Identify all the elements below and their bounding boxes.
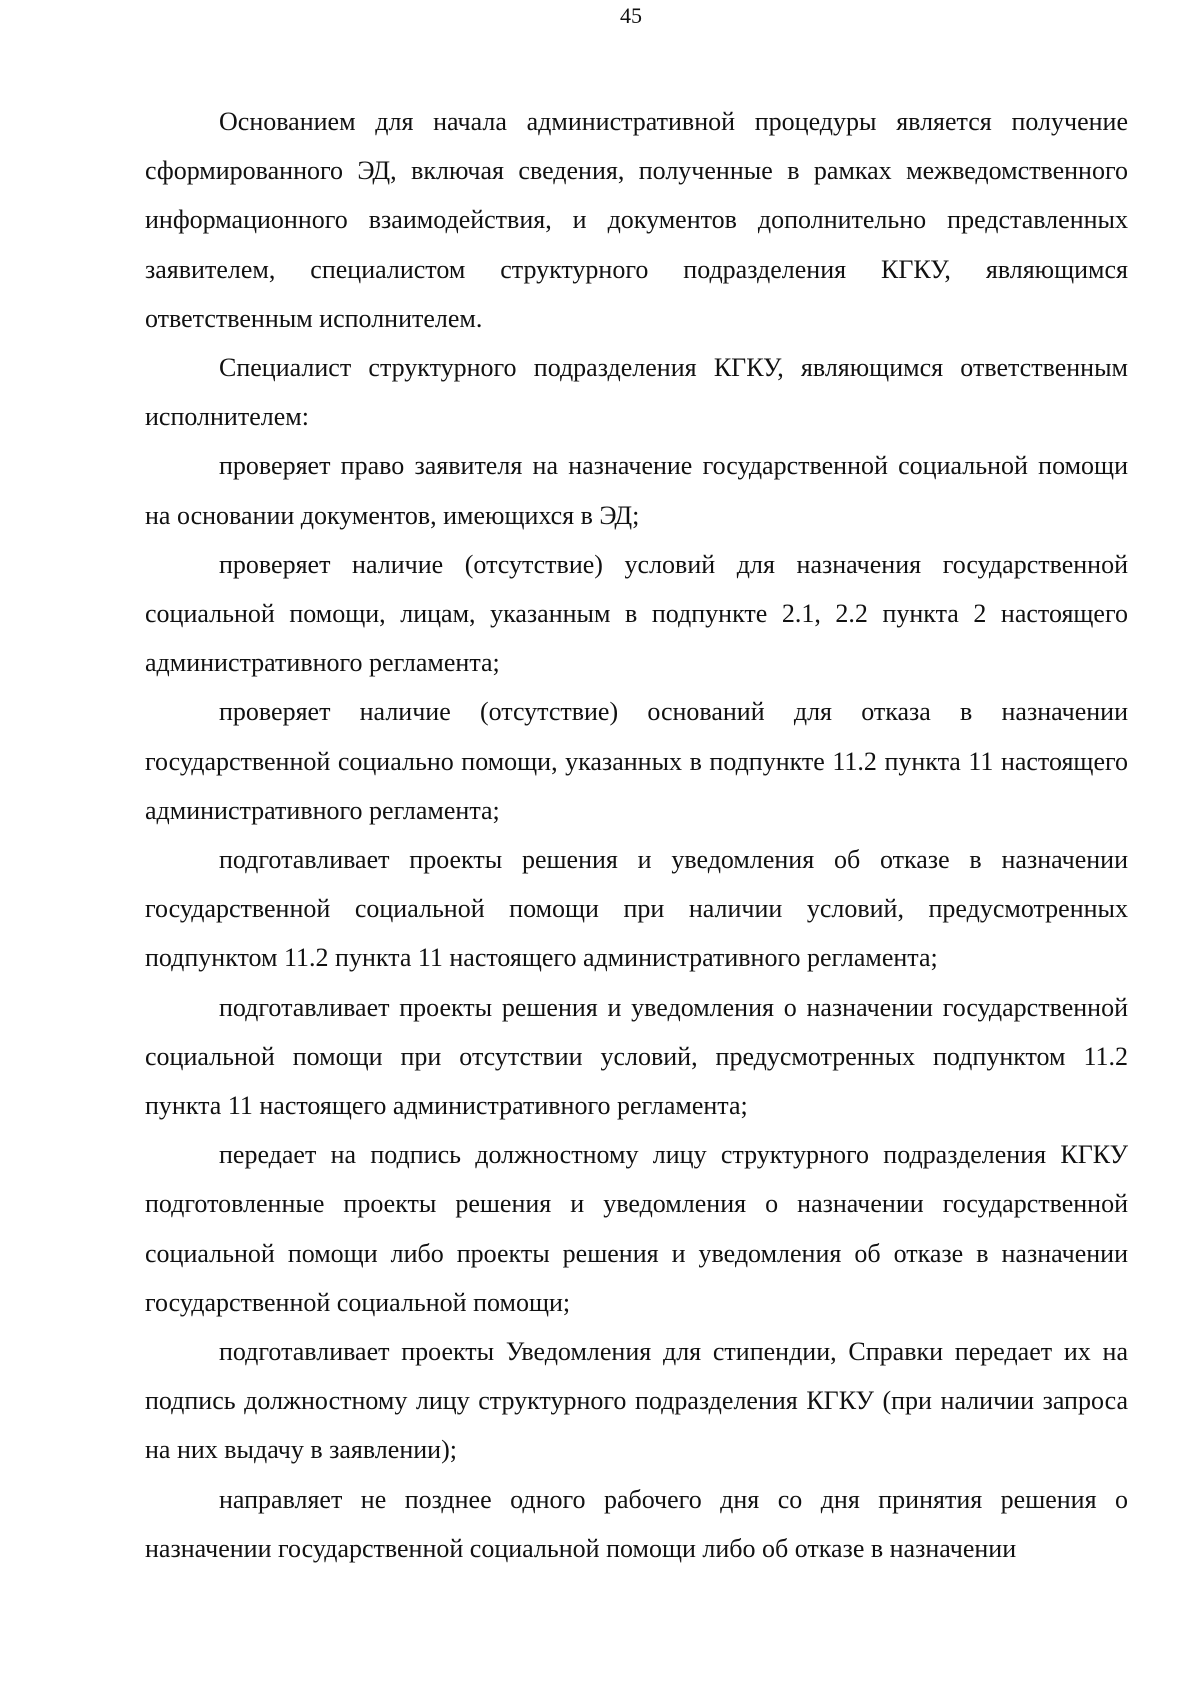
paragraph-specialist: Специалист структурного подразделения КГКУ, являющимся ответственным исполнителем:: [145, 353, 1128, 432]
page-number: 45: [620, 3, 642, 28]
paragraph-check-right: проверяет право заявителя на назначение государственной социальной помощи на основании документов, имеющихся в ЭД;: [145, 451, 1128, 530]
paragraph-check-refusal-grounds: проверяет наличие (отсутствие) оснований для отказа в назначении государственной социально помощи, указанных в подпункте 11.2 пункта 11 настоящего административного регламента;: [145, 697, 1128, 825]
paragraph-prepare-notices: подготавливает проекты Уведомления для стипендии, Справки передает их на подпись должностному лицу структурного подразделения КГКУ (при наличии запроса на них выдачу в заявлении);: [145, 1337, 1128, 1465]
paragraph-prepare-assignment: подготавливает проекты решения и уведомления о назначении государственной социальной помощи при отсутствии условий, предусмотренных подпунктом 11.2 пункта 11 настоящего административного регламента;: [145, 992, 1128, 1121]
document-body: [145, 97, 1128, 1573]
paragraph-prepare-refusal: подготавливает проекты решения и уведомления об отказе в назначении государственной социальной помощи при наличии условий, предусмотренных подпунктом 11.2 пункта 11 настоящего административного регламента;: [145, 845, 1128, 973]
paragraph-check-conditions: проверяет наличие (отсутствие) условий для назначения государственной социальной помощи, лицам, указанным в подпункте 2.1, 2.2 пункта 2 настоящего административного регламента;: [145, 549, 1128, 678]
paragraph-submit-signature: передает на подпись должностному лицу структурного подразделения КГКУ подготовленные проекты решения и уведомления о назначении государственной социальной помощи либо проекты решения и уведомления об отказе в назначении государственной социальной помощи;: [145, 1140, 1128, 1317]
paragraph-basis: Основанием для начала административной процедуры является получение сформированного ЭД, включая сведения, полученные в рамках межведомственного информационного взаимодействия, и документов дополнительно представленных заявителем, специалистом структурного подразделения КГКУ, являющимся ответственным исполнителем.: [145, 107, 1128, 333]
paragraph-send-decision: направляет не позднее одного рабочего дня со дня принятия решения о назначении государственной социальной помощи либо об отказе в назначении: [145, 1484, 1128, 1563]
